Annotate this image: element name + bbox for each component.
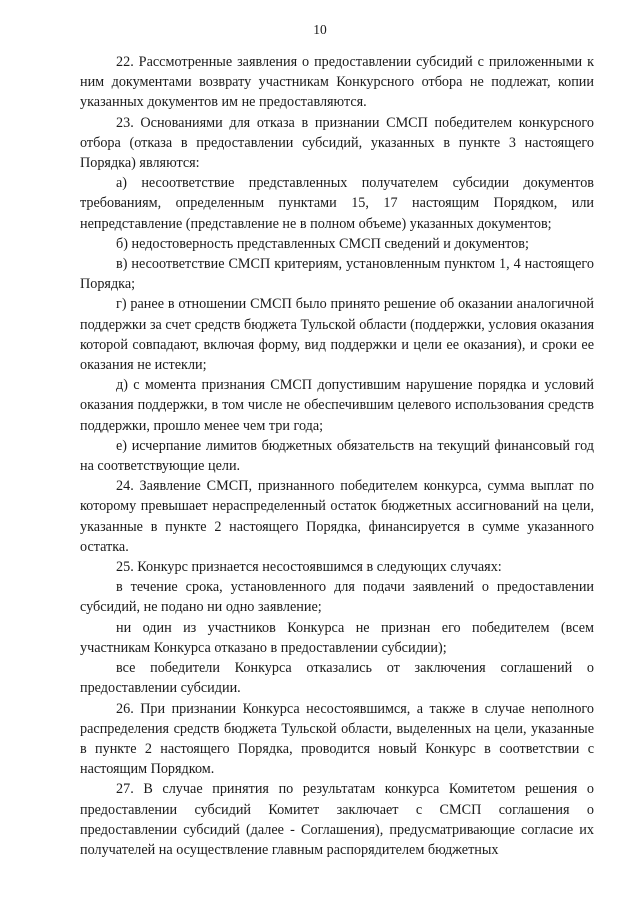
paragraph-23-v: в) несоответствие СМСП критериям, установленным пунктом 1, 4 настоящего Порядка; [80,256,594,293]
paragraph-23-a: а) несоответствие представленных получателем субсидии документов требованиям, определенным пунктами 15, 17 настоящим Порядком, или непредставление (представление не в полном объеме) указанных документов; [80,175,594,232]
paragraph-25: 25. Конкурс признается несостоявшимся в следующих случаях: [116,559,502,576]
paragraph-23-d: д) с момента признания СМСП допустившим нарушение порядка и условий оказания поддержки, в том числе не обеспечившим целевого использования средств поддержки, прошло менее чем три года; [80,377,594,434]
paragraph-25-case-2: ни один из участников Конкурса не признан его победителем (всем участникам Конкурса отказано в предоставлении субсидии); [80,619,594,656]
paragraph-27: 27. В случае принятия по результатам конкурса Комитетом решения о предоставлении субсидий Комитет заключает с СМСП соглашения о предоставлении субсидий (далее - Соглашения), предусматривающие согласие их получателей на осуществление главным распорядителем бюджетных [80,781,594,858]
paragraph-23: 23. Основаниями для отказа в признании СМСП победителем конкурсного отбора (отказа в предоставлении субсидий, указанных в пункте 3 настоящего Порядка) являются: [80,114,594,172]
paragraph-25-case-1: в течение срока, установленного для подачи заявлений о предоставлении субсидий, не подано ни одно заявление; [80,579,594,616]
paragraph-25-case-3: все победители Конкурса отказались от заключения соглашений о предоставлении субсидии. [80,660,594,697]
paragraph-22: 22. Рассмотренные заявления о предоставлении субсидий с приложенными к ним документами возврату участникам Конкурсного отбора не подлежат, копии указанных документов им не предоставляются. [80,54,594,111]
document-body [80,52,594,860]
paragraph-23-e: е) исчерпание лимитов бюджетных обязательств на текущий финансовый год на соответствующие цели. [80,437,594,475]
page-number: 10 [313,22,327,37]
paragraph-24: 24. Заявление СМСП, признанного победителем конкурса, сумма выплат по которому превышает нераспределенный остаток бюджетных ассигнований на цели, указанные в пункте 2 настоящего Порядка, финансируется в сумме указанного остатка. [80,478,594,555]
paragraph-23-b: б) недостоверность представленных СМСП сведений и документов; [116,235,529,252]
paragraph-26: 26. При признании Конкурса несостоявшимся, а также в случае неполного распределения средств бюджета Тульской области, выделенных на цели, указанные в пункте 2 настоящего Порядка, проводится новый Конкурс в соответствии с настоящим Порядком. [80,700,594,778]
paragraph-23-g: г) ранее в отношении СМСП было принято решение об оказании аналогичной поддержки за счет средств бюджета Тульской области (поддержки, условия оказания которой совпадают, включая форму, вид поддержки и цели ее оказания), и сроки ее оказания не истекли; [80,296,594,374]
